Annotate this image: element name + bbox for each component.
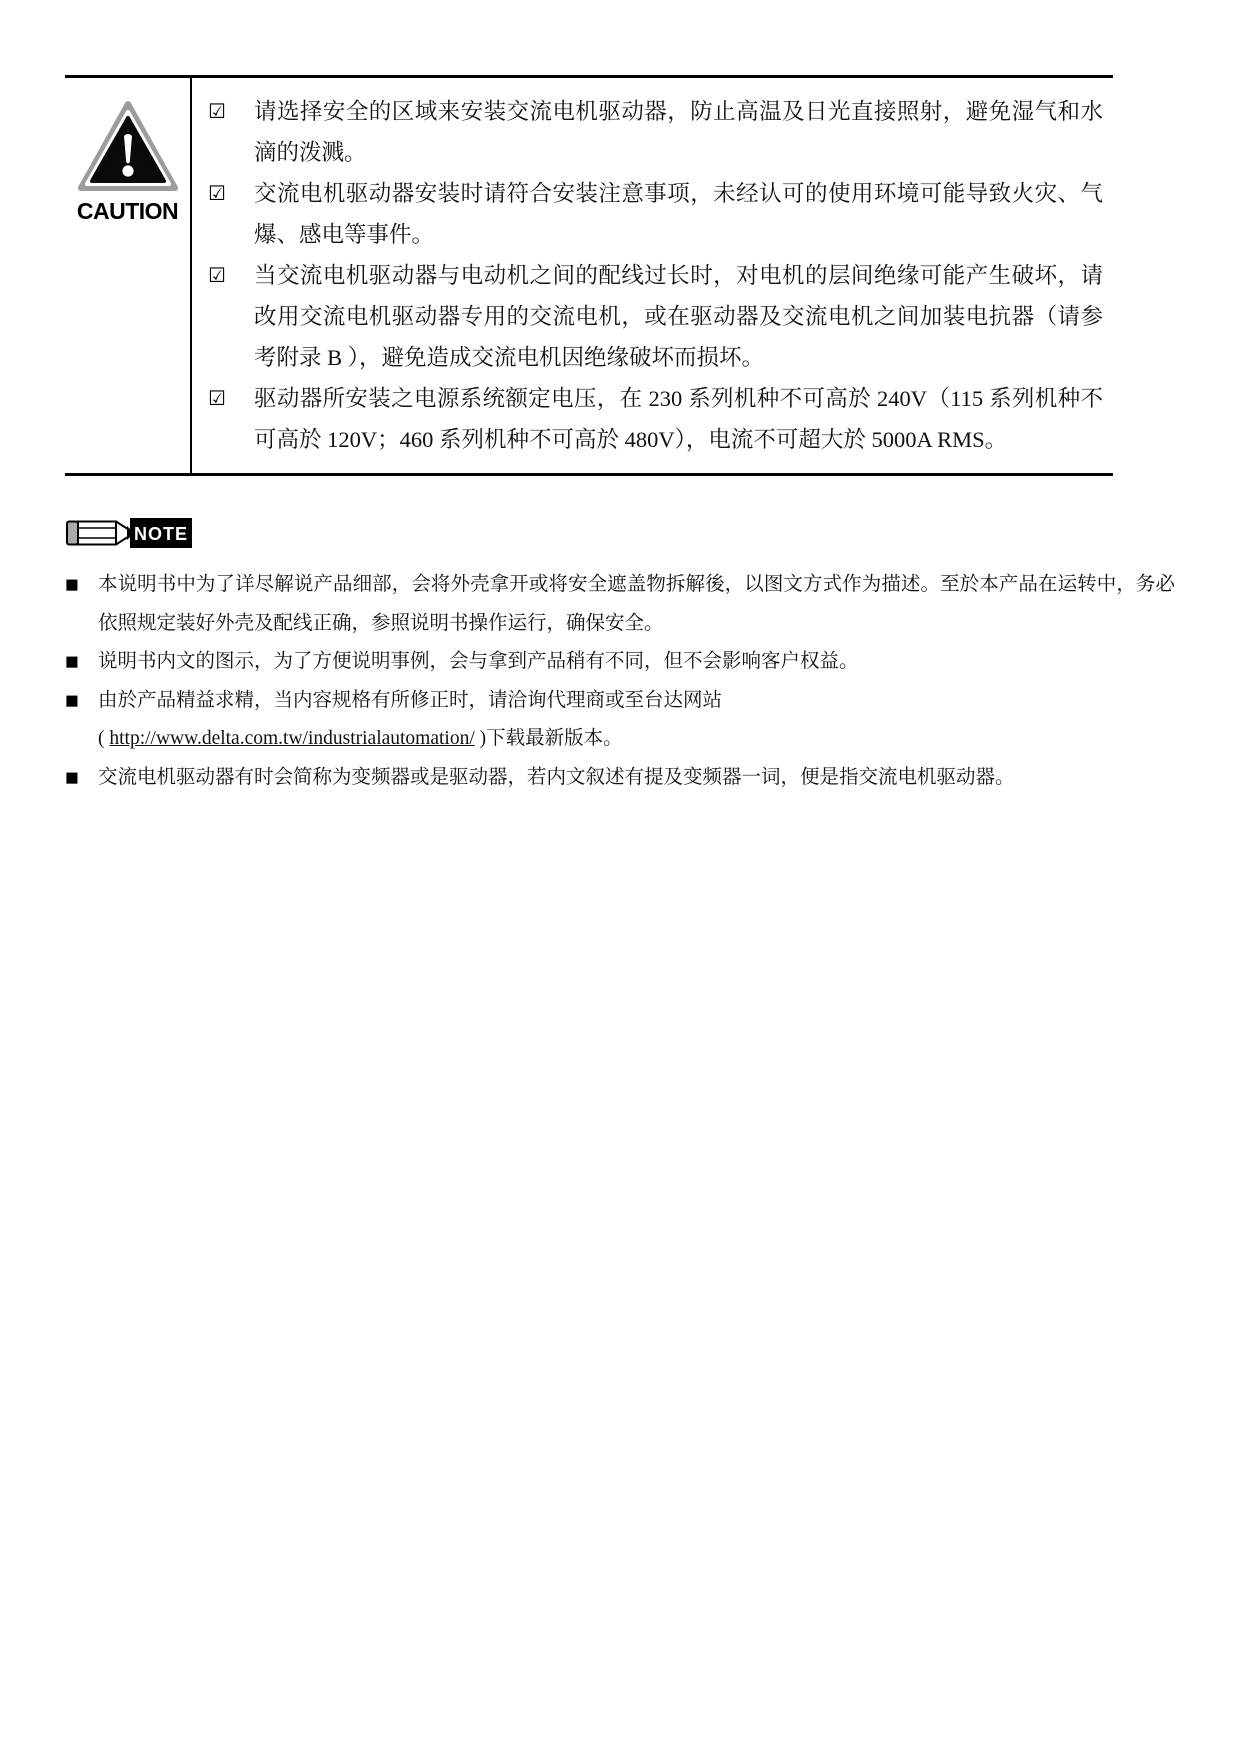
note-pencil-icon xyxy=(65,524,193,556)
caution-item xyxy=(208,173,1103,255)
bullet-icon: ■ xyxy=(65,769,79,786)
caution-icon-cell xyxy=(65,78,192,473)
caution-box xyxy=(65,75,1113,476)
caution-triangle-icon xyxy=(78,100,178,197)
note-item-continuation xyxy=(98,720,1175,759)
checkbox-icon: ☑ xyxy=(208,386,226,410)
checkbox-icon: ☑ xyxy=(208,181,226,205)
caution-item-text: 当交流电机驱动器与电动机之间的配线过长时，对电机的层间绝缘可能产生破坏，请改用交流电机驱动器专用的交流电机，或在驱动器及交流电机之间加装电抗器（请参考附录 B ），避免造成交流电机因绝缘破坏而损坏。 xyxy=(254,263,1103,370)
note-item xyxy=(65,682,1175,721)
caution-label: CAUTION xyxy=(76,198,179,224)
note-list xyxy=(65,566,1175,797)
caution-item xyxy=(208,255,1103,378)
note-item xyxy=(65,566,1175,643)
note-item xyxy=(65,759,1175,798)
caution-item xyxy=(208,91,1103,173)
bullet-icon: ■ xyxy=(65,692,79,709)
note-item-text: 本说明书中为了详尽解说产品细部，会将外壳拿开或将安全遮盖物拆解後，以图文方式作为描述。至於本产品在运转中，务必依照规定装好外壳及配线正确，参照说明书操作运行，确保安全。 xyxy=(98,574,1175,634)
bullet-icon: ■ xyxy=(65,654,79,670)
caution-item-text: 请选择安全的区域来安装交流电机驱动器，防止高温及日光直接照射，避免湿气和水滴的泼溅。 xyxy=(254,99,1103,165)
link-prefix: ( xyxy=(98,728,110,749)
note-item-text: 说明书内文的图示，为了方便说明事例，会与拿到产品稍有不同，但不会影响客户权益。 xyxy=(98,651,859,672)
note-item-text: 交流电机驱动器有时会简称为变频器或是驱动器，若内文叙述有提及变频器一词，便是指交流电机驱动器。 xyxy=(98,766,1015,788)
note-item xyxy=(65,643,1175,682)
svg-text:NOTE: NOTE xyxy=(133,524,189,544)
checkbox-icon: ☑ xyxy=(208,99,226,123)
caution-item-text: 驱动器所安装之电源系统额定电压，在 230 系列机种不可高於 240V（115 系列机种不可高於 120V；460 系列机种不可高於 480V），电流不可超大於 5000A RMS。 xyxy=(254,386,1103,452)
delta-website-link[interactable]: http://www.delta.com.tw/industrialautomation/ xyxy=(109,728,475,749)
bullet-icon: ■ xyxy=(65,577,79,593)
caution-item xyxy=(208,378,1103,460)
link-suffix: )下载最新版本。 xyxy=(474,728,623,749)
caution-items xyxy=(192,78,1113,473)
checkbox-icon: ☑ xyxy=(208,263,226,287)
note-item-text: 由於产品精益求精，当内容规格有所修正时，请洽询代理商或至台达网站 xyxy=(98,689,723,711)
note-header xyxy=(65,514,1175,552)
caution-item-text: 交流电机驱动器安装时请符合安装注意事项，未经认可的使用环境可能导致火灾、气爆、感电等事件。 xyxy=(254,181,1103,247)
manual-page xyxy=(0,0,1241,797)
